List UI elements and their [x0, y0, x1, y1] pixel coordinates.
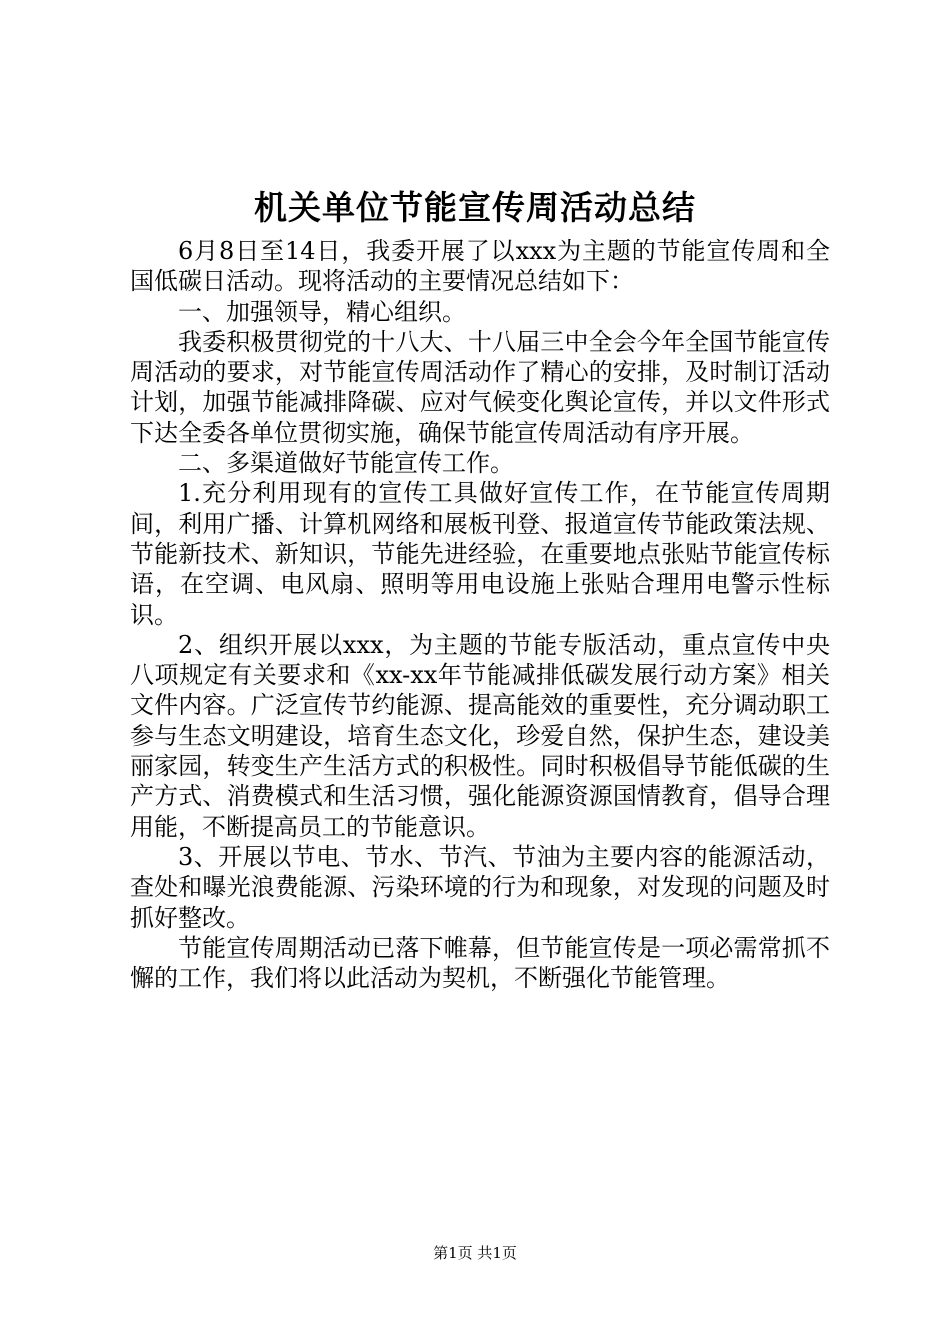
section-heading-2: 二、多渠道做好节能宣传工作。 — [178, 449, 514, 478]
page-number-footer: 第1页 共1页 — [433, 1244, 517, 1262]
paragraph-section-1: 我委积极贯彻党的十八大、十八届三中全会今年全国节能宣传周活动的要求，对节能宣传周活动作了精心的安排，及时制订活动计划，加强节能减排降碳、应对气候变化舆论宣传，并以文件形式下达全委各单位贯彻实施，确保节能宣传周活动有序开展。 — [130, 327, 830, 447]
paragraph-item-3: 3、开展以节电、节水、节汽、节油为主要内容的能源活动，查处和曝光浪费能源、污染环境的行为和现象，对发现的问题及时抓好整改。 — [130, 842, 830, 932]
document-title: 机关单位节能宣传周活动总结 — [254, 188, 696, 227]
paragraph-item-2: 2、组织开展以xxx，为主题的节能专版活动，重点宣传中央八项规定有关要求和《xx-xx年节能减排低碳发展行动方案》相关文件内容。广泛宣传节约能源、提高能效的重要性，充分调动职工参与生态文明建设，培育生态文化，珍爱自然，保护生态，建设美丽家园，转变生产生活方式的积极性。同时积极倡导节能低碳的生产方式、消费模式和生活习惯，强化能源资源国情教育，倡导合理用能，不断提高员工的节能意识。 — [130, 630, 830, 841]
document-body — [130, 236, 830, 993]
paragraph-item-1: 1.充分利用现有的宣传工具做好宣传工作，在节能宣传周期间，利用广播、计算机网络和展板刊登、报道宣传节能政策法规、节能新技术、新知识，节能先进经验，在重要地点张贴节能宣传标语，在空调、电风扇、照明等用电设施上张贴合理用电警示性标识。 — [130, 479, 830, 629]
paragraph-intro: 6月8日至14日，我委开展了以xxx为主题的节能宣传周和全国低碳日活动。现将活动的主要情况总结如下： — [130, 237, 830, 296]
section-heading-1: 一、加强领导，精心组织。 — [178, 297, 466, 326]
paragraph-conclusion: 节能宣传周期活动已落下帷幕，但节能宣传是一项必需常抓不懈的工作，我们将以此活动为契机，不断强化节能管理。 — [130, 933, 830, 993]
